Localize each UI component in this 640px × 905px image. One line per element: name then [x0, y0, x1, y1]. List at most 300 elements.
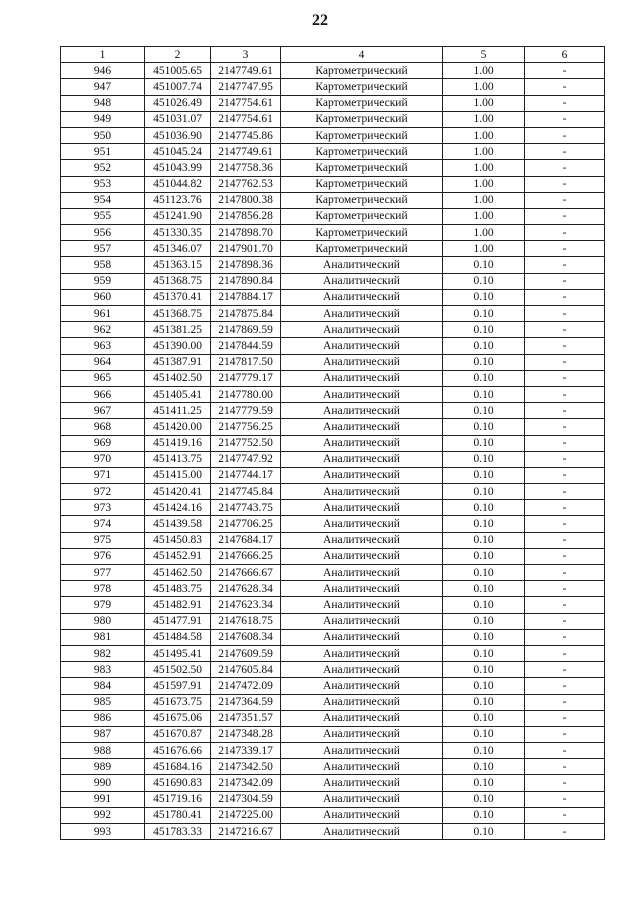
table-row: [61, 338, 605, 354]
method-cell: Аналитический: [281, 645, 443, 661]
table-row: [61, 824, 605, 840]
method-cell: Аналитический: [281, 807, 443, 823]
point-number-cell: 962: [61, 322, 145, 338]
point-number-cell: 946: [61, 63, 145, 79]
note-cell: -: [525, 678, 605, 694]
y-coordinate-cell: 2147749.61: [211, 144, 281, 160]
y-coordinate-cell: 2147779.59: [211, 403, 281, 419]
point-number-cell: 989: [61, 759, 145, 775]
note-cell: -: [525, 306, 605, 322]
y-coordinate-cell: 2147779.17: [211, 370, 281, 386]
accuracy-cell: 1.00: [443, 63, 525, 79]
accuracy-cell: 1.00: [443, 241, 525, 257]
method-cell: Картометрический: [281, 79, 443, 95]
y-coordinate-cell: 2147225.00: [211, 807, 281, 823]
point-number-cell: 971: [61, 467, 145, 483]
note-cell: -: [525, 192, 605, 208]
point-number-cell: 952: [61, 160, 145, 176]
accuracy-cell: 1.00: [443, 176, 525, 192]
note-cell: -: [525, 824, 605, 840]
point-number-cell: 964: [61, 354, 145, 370]
y-coordinate-cell: 2147351.57: [211, 710, 281, 726]
point-number-cell: 975: [61, 532, 145, 548]
point-number-cell: 991: [61, 791, 145, 807]
table-row: [61, 370, 605, 386]
y-coordinate-cell: 2147342.09: [211, 775, 281, 791]
point-number-cell: 984: [61, 678, 145, 694]
y-coordinate-cell: 2147472.09: [211, 678, 281, 694]
y-coordinate-cell: 2147744.17: [211, 467, 281, 483]
method-cell: Аналитический: [281, 597, 443, 613]
y-coordinate-cell: 2147348.28: [211, 726, 281, 742]
note-cell: -: [525, 435, 605, 451]
y-coordinate-cell: 2147754.61: [211, 95, 281, 111]
point-number-cell: 950: [61, 127, 145, 143]
accuracy-cell: 0.10: [443, 743, 525, 759]
table-row: [61, 403, 605, 419]
header-row: [61, 47, 605, 63]
table-row: [61, 775, 605, 791]
note-cell: -: [525, 710, 605, 726]
note-cell: -: [525, 791, 605, 807]
note-cell: -: [525, 759, 605, 775]
point-number-cell: 990: [61, 775, 145, 791]
method-cell: Аналитический: [281, 662, 443, 678]
point-number-cell: 953: [61, 176, 145, 192]
table-row: [61, 548, 605, 564]
x-coordinate-cell: 451241.90: [145, 208, 211, 224]
table-row: [61, 565, 605, 581]
accuracy-cell: 0.10: [443, 726, 525, 742]
method-cell: Аналитический: [281, 273, 443, 289]
x-coordinate-cell: 451690.83: [145, 775, 211, 791]
accuracy-cell: 1.00: [443, 160, 525, 176]
method-cell: Картометрический: [281, 63, 443, 79]
point-number-cell: 985: [61, 694, 145, 710]
x-coordinate-cell: 451405.41: [145, 386, 211, 402]
point-number-cell: 978: [61, 581, 145, 597]
accuracy-cell: 0.10: [443, 548, 525, 564]
x-coordinate-cell: 451424.16: [145, 500, 211, 516]
y-coordinate-cell: 2147364.59: [211, 694, 281, 710]
x-coordinate-cell: 451387.91: [145, 354, 211, 370]
point-number-cell: 948: [61, 95, 145, 111]
x-coordinate-cell: 451368.75: [145, 306, 211, 322]
table-row: [61, 500, 605, 516]
method-cell: Картометрический: [281, 111, 443, 127]
y-coordinate-cell: 2147756.25: [211, 419, 281, 435]
x-coordinate-cell: 451007.74: [145, 79, 211, 95]
method-cell: Картометрический: [281, 127, 443, 143]
note-cell: -: [525, 807, 605, 823]
point-number-cell: 977: [61, 565, 145, 581]
accuracy-cell: 0.10: [443, 467, 525, 483]
method-cell: Аналитический: [281, 581, 443, 597]
x-coordinate-cell: 451483.75: [145, 581, 211, 597]
point-number-cell: 957: [61, 241, 145, 257]
x-coordinate-cell: 451597.91: [145, 678, 211, 694]
note-cell: -: [525, 225, 605, 241]
accuracy-cell: 1.00: [443, 111, 525, 127]
note-cell: -: [525, 127, 605, 143]
coordinates-table: [60, 46, 605, 840]
table-row: [61, 306, 605, 322]
accuracy-cell: 0.10: [443, 273, 525, 289]
x-coordinate-cell: 451676.66: [145, 743, 211, 759]
point-number-cell: 983: [61, 662, 145, 678]
method-cell: Картометрический: [281, 144, 443, 160]
method-cell: Аналитический: [281, 743, 443, 759]
y-coordinate-cell: 2147780.00: [211, 386, 281, 402]
y-coordinate-cell: 2147747.95: [211, 79, 281, 95]
x-coordinate-cell: 451390.00: [145, 338, 211, 354]
method-cell: Аналитический: [281, 419, 443, 435]
y-coordinate-cell: 2147666.67: [211, 565, 281, 581]
note-cell: -: [525, 257, 605, 273]
accuracy-cell: 0.10: [443, 613, 525, 629]
table-row: [61, 322, 605, 338]
table-row: [61, 95, 605, 111]
x-coordinate-cell: 451780.41: [145, 807, 211, 823]
y-coordinate-cell: 2147901.70: [211, 241, 281, 257]
point-number-cell: 970: [61, 451, 145, 467]
note-cell: -: [525, 500, 605, 516]
y-coordinate-cell: 2147844.59: [211, 338, 281, 354]
point-number-cell: 987: [61, 726, 145, 742]
method-cell: Аналитический: [281, 386, 443, 402]
y-coordinate-cell: 2147609.59: [211, 645, 281, 661]
x-coordinate-cell: 451673.75: [145, 694, 211, 710]
note-cell: -: [525, 208, 605, 224]
x-coordinate-cell: 451044.82: [145, 176, 211, 192]
x-coordinate-cell: 451413.75: [145, 451, 211, 467]
method-cell: Аналитический: [281, 451, 443, 467]
note-cell: -: [525, 354, 605, 370]
note-cell: -: [525, 629, 605, 645]
x-coordinate-cell: 451045.24: [145, 144, 211, 160]
point-number-cell: 993: [61, 824, 145, 840]
note-cell: -: [525, 726, 605, 742]
method-cell: Аналитический: [281, 759, 443, 775]
table-row: [61, 759, 605, 775]
note-cell: -: [525, 645, 605, 661]
x-coordinate-cell: 451439.58: [145, 516, 211, 532]
method-cell: Картометрический: [281, 176, 443, 192]
column-header-1: 1: [61, 47, 145, 63]
point-number-cell: 986: [61, 710, 145, 726]
note-cell: -: [525, 63, 605, 79]
method-cell: Аналитический: [281, 629, 443, 645]
x-coordinate-cell: 451370.41: [145, 289, 211, 305]
x-coordinate-cell: 451420.41: [145, 484, 211, 500]
y-coordinate-cell: 2147745.86: [211, 127, 281, 143]
point-number-cell: 967: [61, 403, 145, 419]
note-cell: -: [525, 160, 605, 176]
column-header-5: 5: [443, 47, 525, 63]
y-coordinate-cell: 2147666.25: [211, 548, 281, 564]
y-coordinate-cell: 2147743.75: [211, 500, 281, 516]
accuracy-cell: 0.10: [443, 435, 525, 451]
note-cell: -: [525, 144, 605, 160]
table-row: [61, 111, 605, 127]
y-coordinate-cell: 2147747.92: [211, 451, 281, 467]
method-cell: Аналитический: [281, 726, 443, 742]
method-cell: Аналитический: [281, 500, 443, 516]
x-coordinate-cell: 451005.65: [145, 63, 211, 79]
table-row: [61, 192, 605, 208]
accuracy-cell: 0.10: [443, 484, 525, 500]
y-coordinate-cell: 2147628.34: [211, 581, 281, 597]
x-coordinate-cell: 451363.15: [145, 257, 211, 273]
accuracy-cell: 0.10: [443, 451, 525, 467]
table-row: [61, 257, 605, 273]
table-row: [61, 160, 605, 176]
note-cell: -: [525, 111, 605, 127]
note-cell: -: [525, 95, 605, 111]
y-coordinate-cell: 2147342.50: [211, 759, 281, 775]
x-coordinate-cell: 451484.58: [145, 629, 211, 645]
x-coordinate-cell: 451482.91: [145, 597, 211, 613]
accuracy-cell: 0.10: [443, 775, 525, 791]
accuracy-cell: 0.10: [443, 322, 525, 338]
table-row: [61, 79, 605, 95]
accuracy-cell: 0.10: [443, 403, 525, 419]
point-number-cell: 979: [61, 597, 145, 613]
method-cell: Аналитический: [281, 532, 443, 548]
point-number-cell: 955: [61, 208, 145, 224]
column-header-3: 3: [211, 47, 281, 63]
table-row: [61, 435, 605, 451]
note-cell: -: [525, 662, 605, 678]
method-cell: Аналитический: [281, 403, 443, 419]
x-coordinate-cell: 451036.90: [145, 127, 211, 143]
method-cell: Аналитический: [281, 435, 443, 451]
accuracy-cell: 0.10: [443, 370, 525, 386]
table-row: [61, 176, 605, 192]
accuracy-cell: 0.10: [443, 354, 525, 370]
table-row: [61, 289, 605, 305]
column-header-2: 2: [145, 47, 211, 63]
note-cell: -: [525, 79, 605, 95]
accuracy-cell: 0.10: [443, 694, 525, 710]
method-cell: Аналитический: [281, 289, 443, 305]
table-row: [61, 613, 605, 629]
y-coordinate-cell: 2147758.36: [211, 160, 281, 176]
method-cell: Картометрический: [281, 160, 443, 176]
point-number-cell: 965: [61, 370, 145, 386]
table-row: [61, 354, 605, 370]
note-cell: -: [525, 467, 605, 483]
point-number-cell: 968: [61, 419, 145, 435]
note-cell: -: [525, 176, 605, 192]
method-cell: Аналитический: [281, 710, 443, 726]
x-coordinate-cell: 451368.75: [145, 273, 211, 289]
accuracy-cell: 0.10: [443, 306, 525, 322]
y-coordinate-cell: 2147684.17: [211, 532, 281, 548]
y-coordinate-cell: 2147800.38: [211, 192, 281, 208]
y-coordinate-cell: 2147875.84: [211, 306, 281, 322]
table-body: [61, 63, 605, 840]
note-cell: -: [525, 581, 605, 597]
note-cell: -: [525, 516, 605, 532]
point-number-cell: 958: [61, 257, 145, 273]
note-cell: -: [525, 386, 605, 402]
note-cell: -: [525, 532, 605, 548]
y-coordinate-cell: 2147762.53: [211, 176, 281, 192]
point-number-cell: 980: [61, 613, 145, 629]
method-cell: Аналитический: [281, 791, 443, 807]
method-cell: Аналитический: [281, 306, 443, 322]
method-cell: Аналитический: [281, 775, 443, 791]
accuracy-cell: 0.10: [443, 257, 525, 273]
method-cell: Аналитический: [281, 257, 443, 273]
x-coordinate-cell: 451419.16: [145, 435, 211, 451]
table-row: [61, 144, 605, 160]
x-coordinate-cell: 451783.33: [145, 824, 211, 840]
table-row: [61, 467, 605, 483]
accuracy-cell: 0.10: [443, 516, 525, 532]
x-coordinate-cell: 451452.91: [145, 548, 211, 564]
x-coordinate-cell: 451402.50: [145, 370, 211, 386]
point-number-cell: 966: [61, 386, 145, 402]
note-cell: -: [525, 743, 605, 759]
y-coordinate-cell: 2147745.84: [211, 484, 281, 500]
x-coordinate-cell: 451450.83: [145, 532, 211, 548]
note-cell: -: [525, 419, 605, 435]
table-row: [61, 662, 605, 678]
accuracy-cell: 0.10: [443, 662, 525, 678]
table-row: [61, 581, 605, 597]
table-row: [61, 645, 605, 661]
x-coordinate-cell: 451346.07: [145, 241, 211, 257]
table-row: [61, 273, 605, 289]
accuracy-cell: 0.10: [443, 824, 525, 840]
x-coordinate-cell: 451411.25: [145, 403, 211, 419]
accuracy-cell: 1.00: [443, 95, 525, 111]
note-cell: -: [525, 370, 605, 386]
y-coordinate-cell: 2147898.36: [211, 257, 281, 273]
accuracy-cell: 1.00: [443, 79, 525, 95]
y-coordinate-cell: 2147817.50: [211, 354, 281, 370]
note-cell: -: [525, 289, 605, 305]
y-coordinate-cell: 2147618.75: [211, 613, 281, 629]
x-coordinate-cell: 451675.06: [145, 710, 211, 726]
accuracy-cell: 0.10: [443, 289, 525, 305]
accuracy-cell: 0.10: [443, 419, 525, 435]
y-coordinate-cell: 2147608.34: [211, 629, 281, 645]
note-cell: -: [525, 241, 605, 257]
note-cell: -: [525, 403, 605, 419]
point-number-cell: 960: [61, 289, 145, 305]
point-number-cell: 974: [61, 516, 145, 532]
x-coordinate-cell: 451026.49: [145, 95, 211, 111]
y-coordinate-cell: 2147884.17: [211, 289, 281, 305]
y-coordinate-cell: 2147752.50: [211, 435, 281, 451]
method-cell: Картометрический: [281, 95, 443, 111]
y-coordinate-cell: 2147605.84: [211, 662, 281, 678]
accuracy-cell: 0.10: [443, 565, 525, 581]
point-number-cell: 954: [61, 192, 145, 208]
y-coordinate-cell: 2147890.84: [211, 273, 281, 289]
point-number-cell: 981: [61, 629, 145, 645]
point-number-cell: 972: [61, 484, 145, 500]
method-cell: Аналитический: [281, 824, 443, 840]
note-cell: -: [525, 548, 605, 564]
page-number: 22: [312, 12, 328, 29]
x-coordinate-cell: 451420.00: [145, 419, 211, 435]
y-coordinate-cell: 2147856.28: [211, 208, 281, 224]
method-cell: Аналитический: [281, 548, 443, 564]
y-coordinate-cell: 2147339.17: [211, 743, 281, 759]
y-coordinate-cell: 2147623.34: [211, 597, 281, 613]
accuracy-cell: 1.00: [443, 127, 525, 143]
point-number-cell: 961: [61, 306, 145, 322]
point-number-cell: 969: [61, 435, 145, 451]
accuracy-cell: 0.10: [443, 581, 525, 597]
table-row: [61, 597, 605, 613]
table-row: [61, 791, 605, 807]
table-row: [61, 241, 605, 257]
point-number-cell: 976: [61, 548, 145, 564]
point-number-cell: 973: [61, 500, 145, 516]
y-coordinate-cell: 2147706.25: [211, 516, 281, 532]
point-number-cell: 951: [61, 144, 145, 160]
x-coordinate-cell: 451381.25: [145, 322, 211, 338]
y-coordinate-cell: 2147898.70: [211, 225, 281, 241]
point-number-cell: 947: [61, 79, 145, 95]
accuracy-cell: 0.10: [443, 807, 525, 823]
note-cell: -: [525, 273, 605, 289]
method-cell: Аналитический: [281, 613, 443, 629]
table-row: [61, 419, 605, 435]
note-cell: -: [525, 694, 605, 710]
accuracy-cell: 1.00: [443, 208, 525, 224]
x-coordinate-cell: 451670.87: [145, 726, 211, 742]
table-row: [61, 386, 605, 402]
x-coordinate-cell: 451123.76: [145, 192, 211, 208]
x-coordinate-cell: 451043.99: [145, 160, 211, 176]
point-number-cell: 963: [61, 338, 145, 354]
table-row: [61, 710, 605, 726]
point-number-cell: 956: [61, 225, 145, 241]
accuracy-cell: 0.10: [443, 710, 525, 726]
method-cell: Аналитический: [281, 484, 443, 500]
accuracy-cell: 0.10: [443, 645, 525, 661]
method-cell: Картометрический: [281, 225, 443, 241]
note-cell: -: [525, 565, 605, 581]
accuracy-cell: 1.00: [443, 144, 525, 160]
table-row: [61, 516, 605, 532]
point-number-cell: 988: [61, 743, 145, 759]
accuracy-cell: 0.10: [443, 597, 525, 613]
y-coordinate-cell: 2147754.61: [211, 111, 281, 127]
method-cell: Картометрический: [281, 192, 443, 208]
accuracy-cell: 0.10: [443, 791, 525, 807]
x-coordinate-cell: 451719.16: [145, 791, 211, 807]
method-cell: Картометрический: [281, 241, 443, 257]
method-cell: Аналитический: [281, 338, 443, 354]
note-cell: -: [525, 322, 605, 338]
x-coordinate-cell: 451031.07: [145, 111, 211, 127]
method-cell: Аналитический: [281, 467, 443, 483]
table-row: [61, 694, 605, 710]
column-header-6: 6: [525, 47, 605, 63]
x-coordinate-cell: 451495.41: [145, 645, 211, 661]
table-row: [61, 127, 605, 143]
table-row: [61, 743, 605, 759]
accuracy-cell: 0.10: [443, 678, 525, 694]
method-cell: Аналитический: [281, 694, 443, 710]
